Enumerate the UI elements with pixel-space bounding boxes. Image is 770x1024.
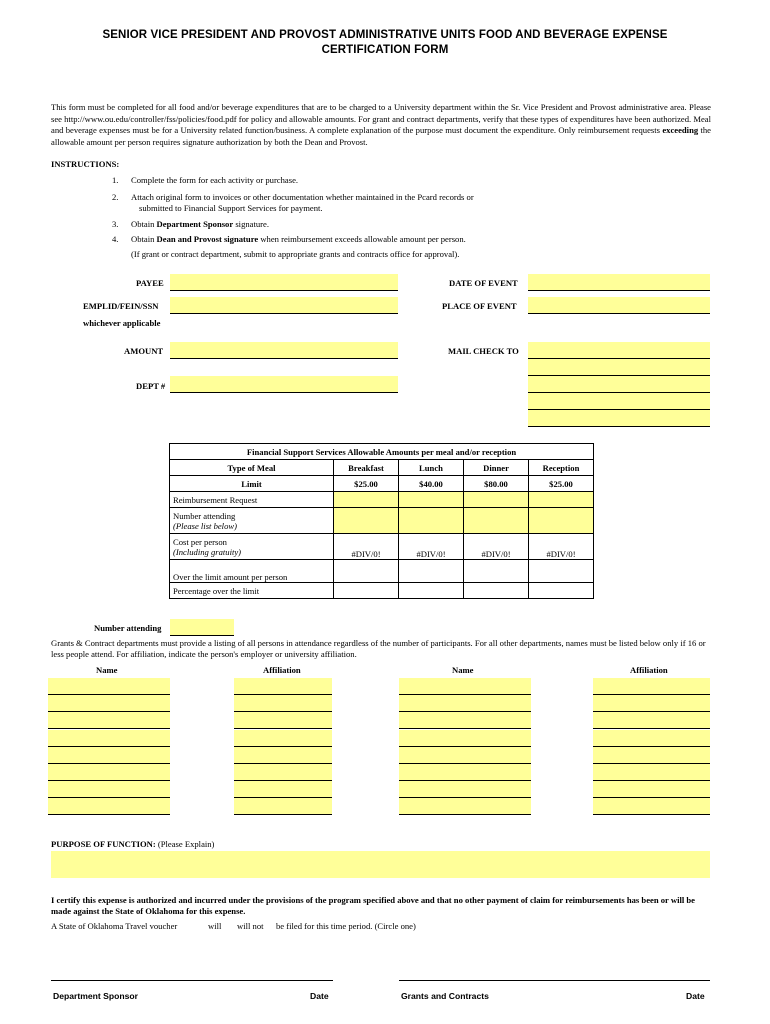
type-of-meal-header: Type of Meal <box>170 460 334 476</box>
attendee-affiliation-right-8[interactable] <box>593 798 710 815</box>
pct-lunch <box>399 583 464 599</box>
reception-limit: $25.00 <box>529 476 594 492</box>
pct-dinner <box>464 583 529 599</box>
reimbursement-lunch-input[interactable] <box>399 492 464 508</box>
attendee-name-left-7[interactable] <box>48 781 170 798</box>
sponsor-signature-line[interactable] <box>51 980 333 981</box>
mail-address-line-2[interactable] <box>528 359 710 376</box>
instruction-4-num: 4. <box>112 234 119 244</box>
grants-date-label: Date <box>686 991 705 1001</box>
attendee-name-left-6[interactable] <box>48 764 170 781</box>
attendee-affiliation-left-1[interactable] <box>234 678 332 695</box>
emplid-label: EMPLID/FEIN/SSN <box>83 301 159 311</box>
attendee-name-right-1[interactable] <box>399 678 531 695</box>
affiliation-header-2: Affiliation <box>630 665 668 675</box>
attending-lunch-input[interactable] <box>399 508 464 534</box>
purpose-field[interactable] <box>51 851 710 878</box>
dinner-header: Dinner <box>464 460 529 476</box>
dinner-limit: $80.00 <box>464 476 529 492</box>
date-of-event-label: DATE OF EVENT <box>449 278 518 288</box>
lunch-header: Lunch <box>399 460 464 476</box>
instruction-4-pre: Obtain <box>131 234 157 244</box>
intro-text-2: the allowable amount per person requires signature authorization by both the Dean and Provost. <box>51 125 711 147</box>
dept-label: DEPT # <box>136 381 166 391</box>
over-limit-label: Over the limit amount per person <box>170 560 334 583</box>
attendee-affiliation-left-6[interactable] <box>234 764 332 781</box>
attendee-name-right-5[interactable] <box>399 747 531 764</box>
cost-reception: #DIV/0! <box>529 534 594 560</box>
sponsor-label: Department Sponsor <box>53 991 138 1001</box>
dept-field[interactable] <box>170 376 398 393</box>
instruction-2-cont: submitted to Financial Support Services for payment. <box>139 203 323 213</box>
intro-paragraph <box>51 102 711 148</box>
instruction-1-num: 1. <box>112 175 119 185</box>
certify-statement: I certify this expense is authorized and incurred under the provisions of the program specified above and that no other payment of claim for reimbursements has been or will be made against the State of Oklahoma for this expense. <box>51 895 695 916</box>
instruction-3 <box>131 219 269 230</box>
intro-text-1: This form must be completed for all food and/or beverage expenditures that are to be charged to a University department within the Sr. Vice President and Provost administrative area. Please see http://www.ou.edu/controller/fss/policies/food.pdf for policy and allowable amounts. For grant and contract departments, verify that these types of expenditures have been authorized. Meal and beverage expenses must be for a University related function/business. A complete explanation of the purpose must document the expenditure. Only reimbursement requests <box>51 102 711 135</box>
attending-dinner-input[interactable] <box>464 508 529 534</box>
instruction-3-num: 3. <box>112 219 119 229</box>
place-of-event-field[interactable] <box>528 297 710 314</box>
grants-signature-line[interactable] <box>399 980 710 981</box>
instruction-note: (If grant or contract department, submit to appropriate grants and contracts office for approval). <box>131 249 460 259</box>
will-not-option[interactable]: will not <box>237 921 264 931</box>
instruction-4-post: when reimbursement exceeds allowable amount per person. <box>258 234 466 244</box>
attendee-name-right-6[interactable] <box>399 764 531 781</box>
allowance-table <box>169 443 594 599</box>
number-attending-note: (Please list below) <box>173 520 237 531</box>
amount-field[interactable] <box>170 342 398 359</box>
attendee-affiliation-left-8[interactable] <box>234 798 332 815</box>
instruction-4-bold: Dean and Provost signature <box>156 234 259 244</box>
number-attending-field-label: Number attending <box>94 623 162 633</box>
attendee-affiliation-left-5[interactable] <box>234 747 332 764</box>
reception-header: Reception <box>529 460 594 476</box>
breakfast-header: Breakfast <box>334 460 399 476</box>
attendee-affiliation-right-7[interactable] <box>593 781 710 798</box>
emplid-note: whichever applicable <box>83 318 161 328</box>
attendee-affiliation-right-3[interactable] <box>593 712 710 729</box>
over-breakfast <box>334 560 399 583</box>
mail-address-line-1[interactable] <box>528 342 710 359</box>
attendee-affiliation-left-7[interactable] <box>234 781 332 798</box>
over-dinner <box>464 560 529 583</box>
attendee-name-left-8[interactable] <box>48 798 170 815</box>
attendee-name-left-5[interactable] <box>48 747 170 764</box>
cost-per-person-row <box>170 534 594 560</box>
attendees-note: Grants & Contract departments must provide a listing of all persons in attendance regardless of the number of participants. For all other departments, names must be listed below only if 16 or less people attend. For affiliation, indicate the person's employer or university affiliation. <box>51 638 706 659</box>
table-header-row <box>170 460 594 476</box>
reimbursement-breakfast-input[interactable] <box>334 492 399 508</box>
intro-bold: exceeding <box>662 125 699 135</box>
attendee-name-left-1[interactable] <box>48 678 170 695</box>
reimbursement-reception-input[interactable] <box>529 492 594 508</box>
grants-label: Grants and Contracts <box>401 991 489 1001</box>
cost-per-person-label <box>170 534 334 560</box>
name-header-2: Name <box>452 665 474 675</box>
instruction-3-post: signature. <box>233 219 269 229</box>
instruction-1: Complete the form for each activity or purchase. <box>131 175 299 185</box>
number-attending-label <box>170 508 334 534</box>
attendee-name-left-2[interactable] <box>48 695 170 712</box>
form-title <box>0 28 770 58</box>
cost-breakfast: #DIV/0! <box>334 534 399 560</box>
mail-address-line-4[interactable] <box>528 393 710 410</box>
instruction-3-pre: Obtain <box>131 219 157 229</box>
reimbursement-row <box>170 492 594 508</box>
attendee-name-right-3[interactable] <box>399 712 531 729</box>
reimbursement-dinner-input[interactable] <box>464 492 529 508</box>
cost-lunch: #DIV/0! <box>399 534 464 560</box>
purpose-label <box>51 839 214 849</box>
attendee-affiliation-right-5[interactable] <box>593 747 710 764</box>
mail-address-line-3[interactable] <box>528 376 710 393</box>
over-limit-row <box>170 560 594 583</box>
cost-dinner: #DIV/0! <box>464 534 529 560</box>
reimbursement-label: Reimbursement Request <box>170 492 334 508</box>
payee-label: PAYEE <box>136 278 164 288</box>
attendee-name-right-4[interactable] <box>399 730 531 747</box>
attendee-affiliation-right-2[interactable] <box>593 695 710 712</box>
lunch-limit: $40.00 <box>399 476 464 492</box>
attendee-name-right-2[interactable] <box>399 695 531 712</box>
pct-breakfast <box>334 583 399 599</box>
attendee-affiliation-left-4[interactable] <box>234 730 332 747</box>
over-lunch <box>399 560 464 583</box>
attendee-name-right-7[interactable] <box>399 781 531 798</box>
attendee-affiliation-right-6[interactable] <box>593 764 710 781</box>
limit-label: Limit <box>170 476 334 492</box>
table-caption: Financial Support Services Allowable Amounts per meal and/or reception <box>170 444 594 460</box>
instruction-2-num: 2. <box>112 192 119 202</box>
emplid-field[interactable] <box>170 297 398 314</box>
attendee-affiliation-right-1[interactable] <box>593 678 710 695</box>
table-caption-row <box>170 444 594 460</box>
name-header-1: Name <box>96 665 118 675</box>
instructions-heading: INSTRUCTIONS: <box>51 159 120 169</box>
instruction-4 <box>131 234 466 245</box>
number-attending-row <box>170 508 594 534</box>
breakfast-limit: $25.00 <box>334 476 399 492</box>
mail-check-to-label: MAIL CHECK TO <box>448 346 519 356</box>
date-of-event-field[interactable] <box>528 274 710 291</box>
limit-row <box>170 476 594 492</box>
place-of-event-label: PLACE OF EVENT <box>442 301 517 311</box>
attendee-name-left-3[interactable] <box>48 712 170 729</box>
attending-breakfast-input[interactable] <box>334 508 399 534</box>
instruction-2: Attach original form to invoices or other documentation whether maintained in the Pcard records or <box>131 192 474 202</box>
will-option[interactable]: will <box>208 921 222 931</box>
pct-reception <box>529 583 594 599</box>
attendee-name-left-4[interactable] <box>48 730 170 747</box>
affiliation-header-1: Affiliation <box>263 665 301 675</box>
payee-field[interactable] <box>170 274 398 291</box>
attending-reception-input[interactable] <box>529 508 594 534</box>
number-attending-text: Number attending <box>173 510 236 521</box>
attendee-affiliation-left-3[interactable] <box>234 712 332 729</box>
amount-label: AMOUNT <box>124 346 164 356</box>
number-attending-field[interactable] <box>170 619 234 636</box>
purpose-note: (Please Explain) <box>155 839 215 849</box>
cost-per-person-note: (Including gratuity) <box>173 546 242 557</box>
cost-per-person-text: Cost per person <box>173 536 227 547</box>
attendee-affiliation-left-2[interactable] <box>234 695 332 712</box>
voucher-rest: be filed for this time period. (Circle one) <box>276 921 416 931</box>
over-reception <box>529 560 594 583</box>
attendee-name-right-8[interactable] <box>399 798 531 815</box>
instruction-3-bold: Department Sponsor <box>156 219 234 229</box>
form-title-line2: CERTIFICATION FORM <box>321 44 449 56</box>
sponsor-date-label: Date <box>310 991 329 1001</box>
mail-address-line-5[interactable] <box>528 410 710 427</box>
attendee-affiliation-right-4[interactable] <box>593 730 710 747</box>
form-title-line1: SENIOR VICE PRESIDENT AND PROVOST ADMINISTRATIVE UNITS FOOD AND BEVERAGE EXPENSE <box>102 29 668 41</box>
voucher-text: A State of Oklahoma Travel voucher <box>51 921 178 931</box>
percentage-label: Percentage over the limit <box>170 583 334 599</box>
purpose-label-bold: PURPOSE OF FUNCTION: <box>51 839 156 849</box>
percentage-row <box>170 583 594 599</box>
